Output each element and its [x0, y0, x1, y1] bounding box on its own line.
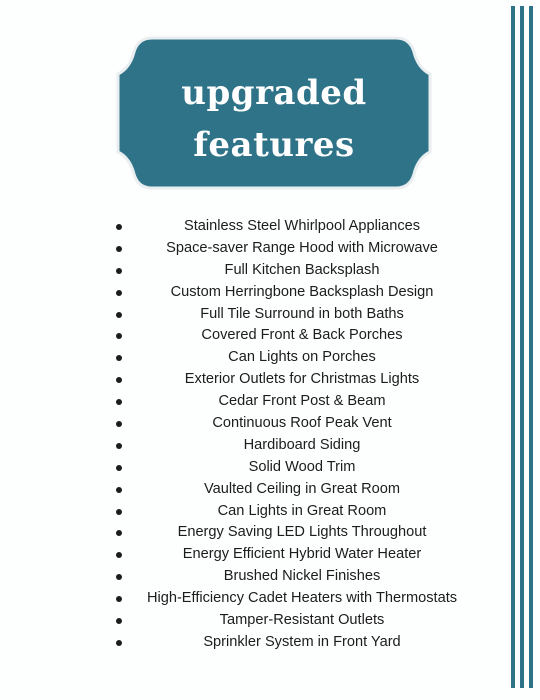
bullet-icon [116, 268, 122, 274]
feature-text: Hardiboard Siding [243, 436, 361, 453]
bullet-icon [116, 487, 122, 493]
title-line-2: features [193, 125, 355, 165]
feature-text: Can Lights on Porches [228, 349, 376, 366]
feature-text: Full Tile Surround in both Baths [200, 305, 404, 322]
feature-item [104, 457, 500, 479]
bullet-icon [116, 224, 122, 230]
feature-item [104, 260, 500, 282]
stripe-line [511, 6, 515, 688]
bullet-icon [116, 618, 122, 624]
feature-item [104, 435, 500, 457]
feature-item [104, 413, 500, 435]
feature-text: Custom Herringbone Backsplash Design [170, 283, 434, 300]
feature-item [104, 501, 500, 523]
feature-item [104, 544, 500, 566]
plaque-shape [112, 28, 436, 198]
bullet-icon [116, 465, 122, 471]
feature-item [104, 325, 500, 347]
bullet-icon [116, 399, 122, 405]
feature-item [104, 632, 500, 654]
feature-text: High-Efficiency Cadet Heaters with Thermostats [146, 590, 458, 607]
feature-text: Full Kitchen Backsplash [224, 261, 380, 278]
stripe-line [520, 6, 524, 688]
feature-text: Energy Saving LED Lights Throughout [177, 524, 427, 541]
feature-text: Covered Front & Back Porches [201, 327, 403, 344]
bullet-icon [116, 312, 122, 318]
title-plaque [112, 28, 436, 198]
feature-item [104, 522, 500, 544]
feature-text: Energy Efficient Hybrid Water Heater [182, 546, 422, 563]
feature-text: Continuous Roof Peak Vent [212, 415, 392, 432]
decorative-stripes [511, 6, 533, 688]
bullet-icon [116, 421, 122, 427]
bullet-icon [116, 530, 122, 536]
feature-item [104, 391, 500, 413]
feature-text: Vaulted Ceiling in Great Room [203, 480, 401, 497]
bullet-icon [116, 552, 122, 558]
feature-item [104, 369, 500, 391]
feature-text: Stainless Steel Whirlpool Appliances [183, 218, 421, 234]
feature-item [104, 304, 500, 326]
feature-text: Can Lights in Great Room [217, 502, 387, 519]
bullet-icon [116, 443, 122, 449]
bullet-icon [116, 355, 122, 361]
bullet-icon [116, 596, 122, 602]
bullet-icon [116, 246, 122, 252]
feature-text: Brushed Nickel Finishes [223, 568, 381, 585]
bullet-icon [116, 574, 122, 580]
bullet-icon [116, 290, 122, 296]
bullet-icon [116, 377, 122, 383]
title-line-1: upgraded [181, 73, 367, 113]
feature-text: Space-saver Range Hood with Microwave [166, 239, 438, 256]
feature-text: Sprinkler System in Front Yard [203, 633, 401, 650]
feature-item [104, 282, 500, 304]
feature-text: Exterior Outlets for Christmas Lights [184, 371, 420, 388]
bullet-icon [116, 333, 122, 339]
feature-item [104, 479, 500, 501]
feature-item [104, 347, 500, 369]
feature-item [104, 610, 500, 632]
feature-item [104, 588, 500, 610]
bullet-icon [116, 509, 122, 515]
feature-list [104, 216, 500, 654]
feature-item [104, 238, 500, 260]
bullet-icon [116, 640, 122, 646]
stripe-line [529, 6, 533, 688]
feature-text: Cedar Front Post & Beam [218, 393, 386, 410]
feature-item [104, 216, 500, 238]
feature-item [104, 566, 500, 588]
feature-text: Tamper-Resistant Outlets [219, 612, 385, 629]
feature-text: Solid Wood Trim [248, 458, 356, 475]
